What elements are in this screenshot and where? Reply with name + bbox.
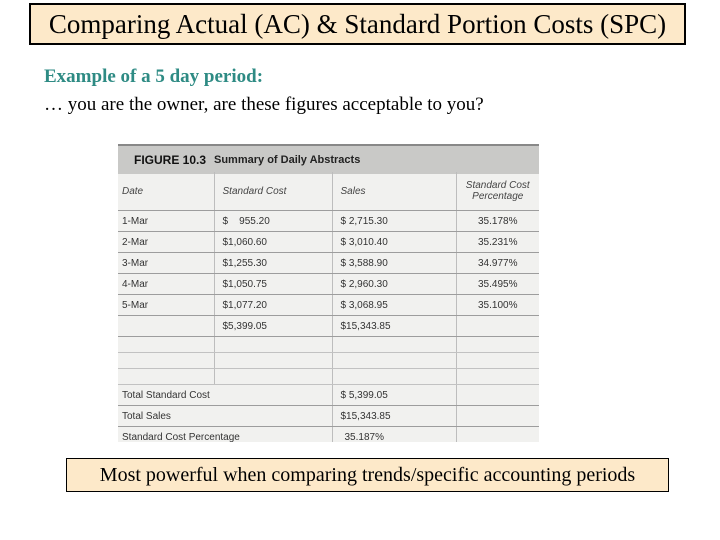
- summary-value-total-sales: $15,343.85: [332, 406, 456, 427]
- cell-date: 2-Mar: [118, 232, 214, 253]
- cell-standard-cost: $1,255.30: [214, 253, 332, 274]
- cell-sales: $ 2,715.30: [332, 211, 456, 232]
- cell-date: 4-Mar: [118, 274, 214, 295]
- summary-row: [118, 385, 539, 406]
- cell-sales: $ 3,068.95: [332, 295, 456, 316]
- figure-title: Summary of Daily Abstracts: [214, 154, 361, 166]
- blank-row: [118, 337, 539, 353]
- summary-row: [118, 406, 539, 427]
- figure-number: FIGURE 10.3: [134, 153, 207, 167]
- cell-standard-cost: $1,060.60: [214, 232, 332, 253]
- cell-total-standard-cost: $5,399.05: [214, 316, 332, 337]
- cell-percentage: 35.178%: [456, 211, 539, 232]
- daily-abstracts-table: [118, 172, 539, 442]
- table-row: [118, 295, 539, 316]
- blank-row: [118, 369, 539, 385]
- summary-label-total-standard-cost: Total Standard Cost: [118, 385, 332, 406]
- cell-percentage: 34.977%: [456, 253, 539, 274]
- cell-percentage: 35.495%: [456, 274, 539, 295]
- slide-subtitle: Example of a 5 day period:: [44, 66, 264, 87]
- header-percentage: Standard Cost Percentage: [456, 172, 539, 211]
- table-header-row: [118, 172, 539, 211]
- figure-image: [118, 144, 539, 442]
- cell-percentage: [456, 316, 539, 337]
- header-standard-cost: Standard Cost: [214, 172, 332, 211]
- table-row: [118, 274, 539, 295]
- cell-percentage: 35.231%: [456, 232, 539, 253]
- summary-label-total-sales: Total Sales: [118, 406, 332, 427]
- table-totals-row: [118, 316, 539, 337]
- cell-date: 3-Mar: [118, 253, 214, 274]
- cell-sales: $ 3,010.40: [332, 232, 456, 253]
- cell-sales: $ 2,960.30: [332, 274, 456, 295]
- cell-standard-cost: $1,050.75: [214, 274, 332, 295]
- bottom-note: Most powerful when comparing trends/specific accounting periods: [66, 458, 669, 492]
- cell-standard-cost: $1,077.20: [214, 295, 332, 316]
- cell-percentage: 35.100%: [456, 295, 539, 316]
- table-row: [118, 232, 539, 253]
- table-row: [118, 211, 539, 232]
- cell-standard-cost: $ 955.20: [214, 211, 332, 232]
- figure-header: [118, 144, 539, 174]
- cell-sales: $ 3,588.90: [332, 253, 456, 274]
- cell-date: [118, 316, 214, 337]
- summary-label-standard-cost-percentage: Standard Cost Percentage: [118, 427, 332, 443]
- header-sales: Sales: [332, 172, 456, 211]
- cell-date: 1-Mar: [118, 211, 214, 232]
- slide-question: … you are the owner, are these figures acceptable to you?: [44, 94, 484, 115]
- summary-value-standard-cost-percentage: 35.187%: [332, 427, 456, 443]
- header-date: Date: [118, 172, 214, 211]
- summary-row: [118, 427, 539, 443]
- table-row: [118, 253, 539, 274]
- cell-date: 5-Mar: [118, 295, 214, 316]
- blank-row: [118, 353, 539, 369]
- summary-value-total-standard-cost: $ 5,399.05: [332, 385, 456, 406]
- slide-title: Comparing Actual (AC) & Standard Portion Costs (SPC): [29, 3, 686, 45]
- cell-total-sales: $15,343.85: [332, 316, 456, 337]
